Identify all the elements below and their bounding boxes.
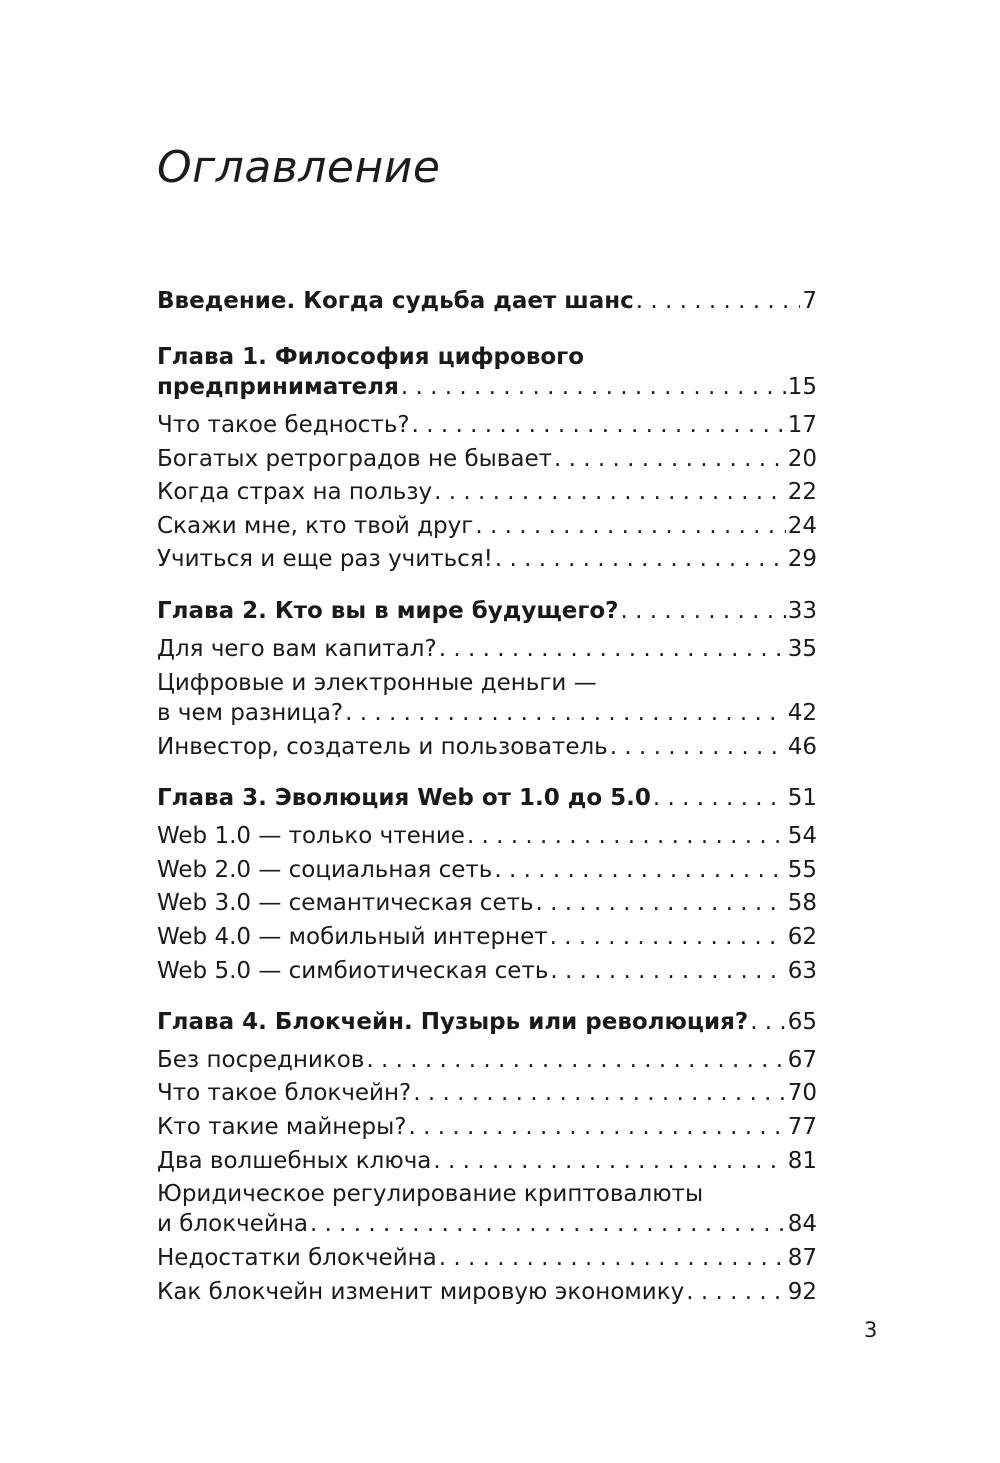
toc-entry[interactable] — [157, 1243, 817, 1273]
toc-entry-title: Web 4.0 — мобильный интернет — [157, 924, 548, 950]
toc-entry-title: Для чего вам капитал? — [157, 636, 437, 662]
toc-entry-title: Как блокчейн изменит мировую экономику — [157, 1279, 685, 1305]
toc-entry-page: 81 — [787, 1148, 817, 1174]
toc-entry[interactable] — [157, 342, 817, 402]
toc-entry-page: 54 — [787, 823, 817, 849]
dot-leader — [550, 956, 785, 986]
toc-entry-title-line1: Глава 1. Философия цифрового — [157, 344, 584, 370]
dot-leader — [686, 1277, 786, 1307]
toc-entry-title: Богатых ретроградов не бывает — [157, 446, 552, 472]
dot-leader — [495, 544, 786, 574]
toc-entry-title: Web 5.0 — симбиотическая сеть — [157, 958, 549, 984]
toc-entry-page: 62 — [787, 924, 817, 950]
toc-entry-page: 20 — [787, 446, 817, 472]
toc-entry[interactable] — [157, 1045, 817, 1075]
dot-leader — [345, 698, 786, 728]
dot-leader — [439, 1243, 786, 1273]
toc-entry-title: и блокчейна — [157, 1211, 308, 1237]
toc-entry-title: Недостатки блокчейна — [157, 1245, 437, 1271]
toc-entry-title: предпринимателя — [157, 374, 399, 400]
toc-entry[interactable] — [157, 1179, 817, 1239]
toc-entry-page: 22 — [787, 479, 817, 505]
dot-leader — [550, 922, 786, 952]
dot-leader — [366, 1045, 785, 1075]
dot-leader — [653, 783, 786, 813]
toc-entry-title: Web 3.0 — семантическая сеть — [157, 890, 534, 916]
toc-entry[interactable] — [157, 444, 817, 474]
toc-entry-page: 55 — [787, 857, 817, 883]
toc-entry-title: Web 2.0 — социальная сеть — [157, 857, 493, 883]
toc-entry[interactable] — [157, 732, 817, 762]
toc-entry[interactable] — [157, 888, 817, 918]
toc-entry-title: Два волшебных ключа — [157, 1148, 432, 1174]
toc-entry-title: Кто такие майнеры? — [157, 1114, 407, 1140]
page-title: Оглавление — [157, 142, 441, 193]
toc-entry-page: 77 — [787, 1114, 817, 1140]
toc-entry[interactable] — [157, 544, 817, 574]
dot-leader — [439, 634, 786, 664]
dot-leader — [475, 511, 785, 541]
toc-entry-page: 24 — [787, 513, 817, 539]
toc-entry[interactable] — [157, 1277, 817, 1307]
toc-entry[interactable] — [157, 783, 817, 813]
toc-entry-page: 33 — [787, 598, 817, 624]
toc-entry[interactable] — [157, 922, 817, 952]
toc-entry-title: Инвестор, создатель и пользователь — [157, 734, 608, 760]
dot-leader — [467, 821, 786, 851]
toc-entry-page: 29 — [787, 546, 817, 572]
dot-leader — [408, 1112, 785, 1142]
toc-entry-title: в чем разница? — [157, 700, 344, 726]
toc-entry-page: 58 — [787, 890, 817, 916]
toc-entry-page: 35 — [787, 636, 817, 662]
dot-leader — [412, 410, 786, 440]
toc-entry-page: 42 — [787, 700, 817, 726]
toc-entry-page: 84 — [787, 1211, 817, 1237]
dot-leader — [554, 444, 786, 474]
toc-entry-page: 70 — [787, 1080, 817, 1106]
dot-leader — [433, 1146, 785, 1176]
toc-entry-page: 15 — [787, 374, 817, 400]
dot-leader — [610, 732, 786, 762]
toc-entry-page: 51 — [787, 785, 817, 811]
toc-entry[interactable] — [157, 596, 817, 626]
toc-entry[interactable] — [157, 668, 817, 728]
dot-leader — [413, 1078, 785, 1108]
toc-entry[interactable] — [157, 1112, 817, 1142]
toc-entry-page: 65 — [787, 1009, 817, 1035]
dot-leader — [434, 477, 786, 507]
toc-entry[interactable] — [157, 286, 817, 316]
toc-entry-title: Что такое блокчейн? — [157, 1080, 412, 1106]
toc-entry-title: Скажи мне, кто твой друг — [157, 513, 474, 539]
dot-leader — [536, 888, 786, 918]
toc-entry-page: 92 — [787, 1279, 817, 1305]
toc-entry-title-line1: Цифровые и электронные деньги — — [157, 670, 597, 696]
toc-entry-title: Введение. Когда судьба дает шанс — [157, 288, 634, 314]
page-number: 3 — [864, 1318, 878, 1342]
toc-entry[interactable] — [157, 1146, 817, 1176]
toc-entry-title: Учиться и еще раз учиться! — [157, 546, 493, 572]
toc-entry-title: Глава 3. Эволюция Web от 1.0 до 5.0 — [157, 785, 651, 811]
toc-entry-page: 67 — [787, 1047, 817, 1073]
toc-entry[interactable] — [157, 410, 817, 440]
toc-entry[interactable] — [157, 511, 817, 541]
toc-entry-page: 63 — [787, 958, 817, 984]
dot-leader — [401, 372, 786, 402]
dot-leader — [621, 596, 786, 626]
toc-entry-page: 17 — [787, 412, 817, 438]
toc-entry-page: 87 — [787, 1245, 817, 1271]
toc-entry[interactable] — [157, 855, 817, 885]
toc-entry[interactable] — [157, 1078, 817, 1108]
toc-entry-title: Что такое бедность? — [157, 412, 410, 438]
toc-entry-title: Глава 4. Блокчейн. Пузырь или революция? — [157, 1009, 749, 1035]
toc-entry[interactable] — [157, 821, 817, 851]
toc-entry-title: Без посредников — [157, 1047, 365, 1073]
toc-entry-page: 46 — [787, 734, 817, 760]
toc-entry-title: Глава 2. Кто вы в мире будущего? — [157, 598, 619, 624]
toc-entry-page: 7 — [802, 288, 817, 314]
toc-entry-title-line1: Юридическое регулирование криптовалюты — [157, 1181, 704, 1207]
dot-leader — [750, 1007, 786, 1037]
toc-entry-title: Web 1.0 — только чтение — [157, 823, 465, 849]
dot-leader — [310, 1209, 786, 1239]
toc-entry[interactable] — [157, 956, 817, 986]
dot-leader — [494, 855, 785, 885]
toc-entry[interactable] — [157, 634, 817, 664]
toc-entry[interactable] — [157, 477, 817, 507]
dot-leader — [636, 286, 801, 316]
toc-entry[interactable] — [157, 1007, 817, 1037]
toc-entry-title: Когда страх на пользу — [157, 479, 433, 505]
